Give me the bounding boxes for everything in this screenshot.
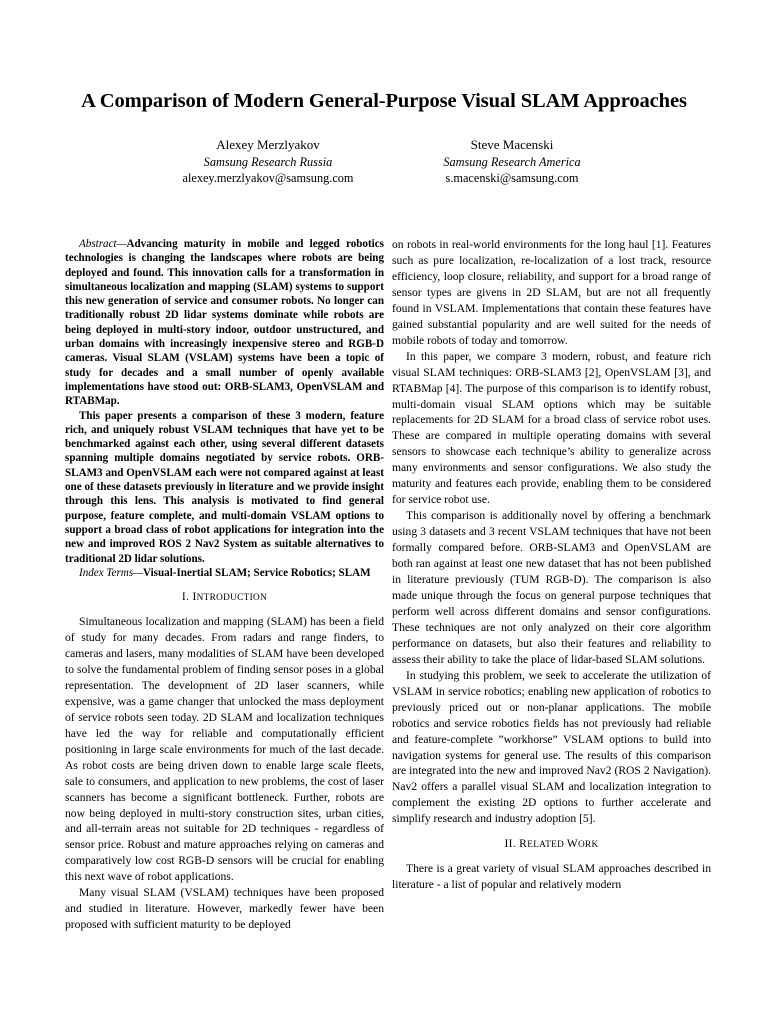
author-block-2 <box>362 137 662 187</box>
author-affiliation: Samsung Research Russia <box>203 154 333 169</box>
intro-paragraph-1: Simultaneous localization and mapping (SLAM) has been a field of study for many decades. From radars and range finders, to cameras and lasers, many modalities of SLAM have been developed to solve the fundamental problem of finding sensor poses in a global representation. The development of 2D laser scanners, while expensive, was a game changer that unlocked the mass deployment of service robots seen today. 2D SLAM and localization techniques have led the way for reliable and computationally efficient positioning in large scale environments for much of the last decade. As robot costs are being driven down to enable large scale fleets, sale to consumers, and application to new problems, the cost of laser scanners has become a significant bottleneck. Further, robots are now being deployed in multi-story construction sites, urban cities, and all-terrain areas not suitable for 2D techniques - regardless of sensor price. Robust and mature approaches relying on cameras and comparatively low cost RGB-D sensors will be crucial for enabling this next wave of robot applications. <box>65 615 384 884</box>
intro-paragraph-4: This comparison is additionally novel by offering a benchmark using 3 datasets and 3 recent VSLAM techniques that have not been formally compared before. ORB-SLAM3 and OpenVSLAM are both ran against at least one new dataset that has not been published in literature previously (TUM RGB-D). The comparison is also made unique through the focus on general purpose techniques that perform well across different domains and sensor configurations. These techniques are not only analyzed on their core algorithm performance on datasets, but also their features and reliability to assess their ability to take the place of lidar-based SLAM solutions. <box>392 509 711 666</box>
index-terms-label: Index Terms— <box>79 566 143 579</box>
section-title-initial: R <box>519 837 528 851</box>
abstract-text-1: Advancing maturity in mobile and legged robotics technologies is changing the landscapes where robots are being deployed and found. This innovation calls for a transformation in simultaneous localization and mapping (SLAM) systems to support this new generation of service and consumer robots. No longer can traditionally robust 2D lidar systems dominate while robots are being deployed in multi-story indoor, outdoor unstructured, and urban domains with increasingly inexpensive stereo and RGB-D cameras. Visual SLAM (VSLAM) systems have been a topic of study for decades and a small number of openly available implementations have stood out: ORB-SLAM3, OpenVSLAM and RTABMap. <box>65 238 384 408</box>
section-number: II. <box>504 837 520 851</box>
intro-paragraph-5: In studying this problem, we seek to accelerate the utilization of VSLAM in service robotics; enabling new application of robotics to previously priced out or non-planar applications. The mobile robotics and service robotics fields has not previously had reliable and feature-complete ”workhorse” VSLAM options to build into navigation systems for general use. The results of this comparison are integrated into the new and improved Nav2 (ROS 2 Navigation). Nav2 offers a parallel visual SLAM and localization integration to complement the existing 2D options to further accelerate and simplify research and industry adoption [5]. <box>392 668 711 826</box>
section-title-rest-1: ELATED <box>527 840 567 851</box>
section-title-rest-2: ORK <box>578 840 599 851</box>
abstract <box>65 237 384 580</box>
section-number: I. <box>181 590 193 604</box>
right-column <box>392 237 711 893</box>
section-heading-introduction <box>65 589 384 607</box>
section-title-initial: I <box>192 590 197 604</box>
author-name: Alexey Merzlyakov <box>216 137 320 152</box>
abstract-paragraph-1 <box>65 237 384 409</box>
author-name: Steve Macenski <box>470 137 554 152</box>
section-title-rest: NTRODUCTION <box>196 593 268 604</box>
related-work-paragraph-1: There is a great variety of visual SLAM approaches described in literature - a list of popular and relatively modern <box>392 862 711 892</box>
section-heading-related-work <box>392 836 711 854</box>
abstract-label: Abstract— <box>79 238 127 250</box>
intro-paragraph-2-continued: on robots in real-world environments for the long haul [1]. Features such as pure localization, re-localization of a lost track, resource efficiency, loop closure, reliability, and support for a broad range of sensor types are givens in 2D SLAM, but are not all frequently found in VSLAM. Implementations that contain these features have gained substantial popularity and are well suited for the needs of mobile robots of today and tomorrow. <box>392 238 711 347</box>
index-terms-text: Visual-Inertial SLAM; Service Robotics; SLAM <box>143 566 371 579</box>
section-title-initial-2: W <box>566 837 579 851</box>
paper-title: A Comparison of Modern General-Purpose Visual SLAM Approaches <box>81 90 687 112</box>
intro-paragraph-2: Many visual SLAM (VSLAM) techniques have been proposed and studied in literature. However, markedly fewer have been proposed with sufficient maturity to be deployed <box>65 886 384 932</box>
intro-paragraph-3: In this paper, we compare 3 modern, robust, and feature rich visual SLAM techniques: ORB-SLAM3 [2], OpenVSLAM [3], and RTABMap [4]. The purpose of this comparison is to identify robust, multi-domain visual SLAM options which may be suitable replacements for 2D SLAM for a broad class of service robot uses. These are compared in multiple operating domains with several sensors to showcase each technique’s ability to generalize across many environments and sensor configurations. We also study the maturity and features each provide, enabling them to be considered for service robot use. <box>392 349 711 507</box>
left-column <box>65 237 384 933</box>
abstract-paragraph-2: This paper presents a comparison of these 3 modern, feature rich, and uniquely robust VSLAM techniques that have yet to be benchmarked against each other, using several different datasets spanning multiple domains negotiated by service robots. ORB-SLAM3 and OpenVSLAM each were not compared against at least one of these datasets previously in literature and we provide insight through this lens. This analysis is motivated to find general purpose, feature complete, and multi-domain VSLAM options to support a broad class of robot applications for integration into the new and improved ROS 2 Nav2 System as suitable alternatives to traditional 2D lidar solutions. <box>65 409 384 565</box>
author-email: alexey.merzlyakov@samsung.com <box>182 171 354 185</box>
index-terms <box>65 566 384 580</box>
author-email: s.macenski@samsung.com <box>445 171 579 185</box>
author-affiliation: Samsung Research America <box>443 154 581 169</box>
